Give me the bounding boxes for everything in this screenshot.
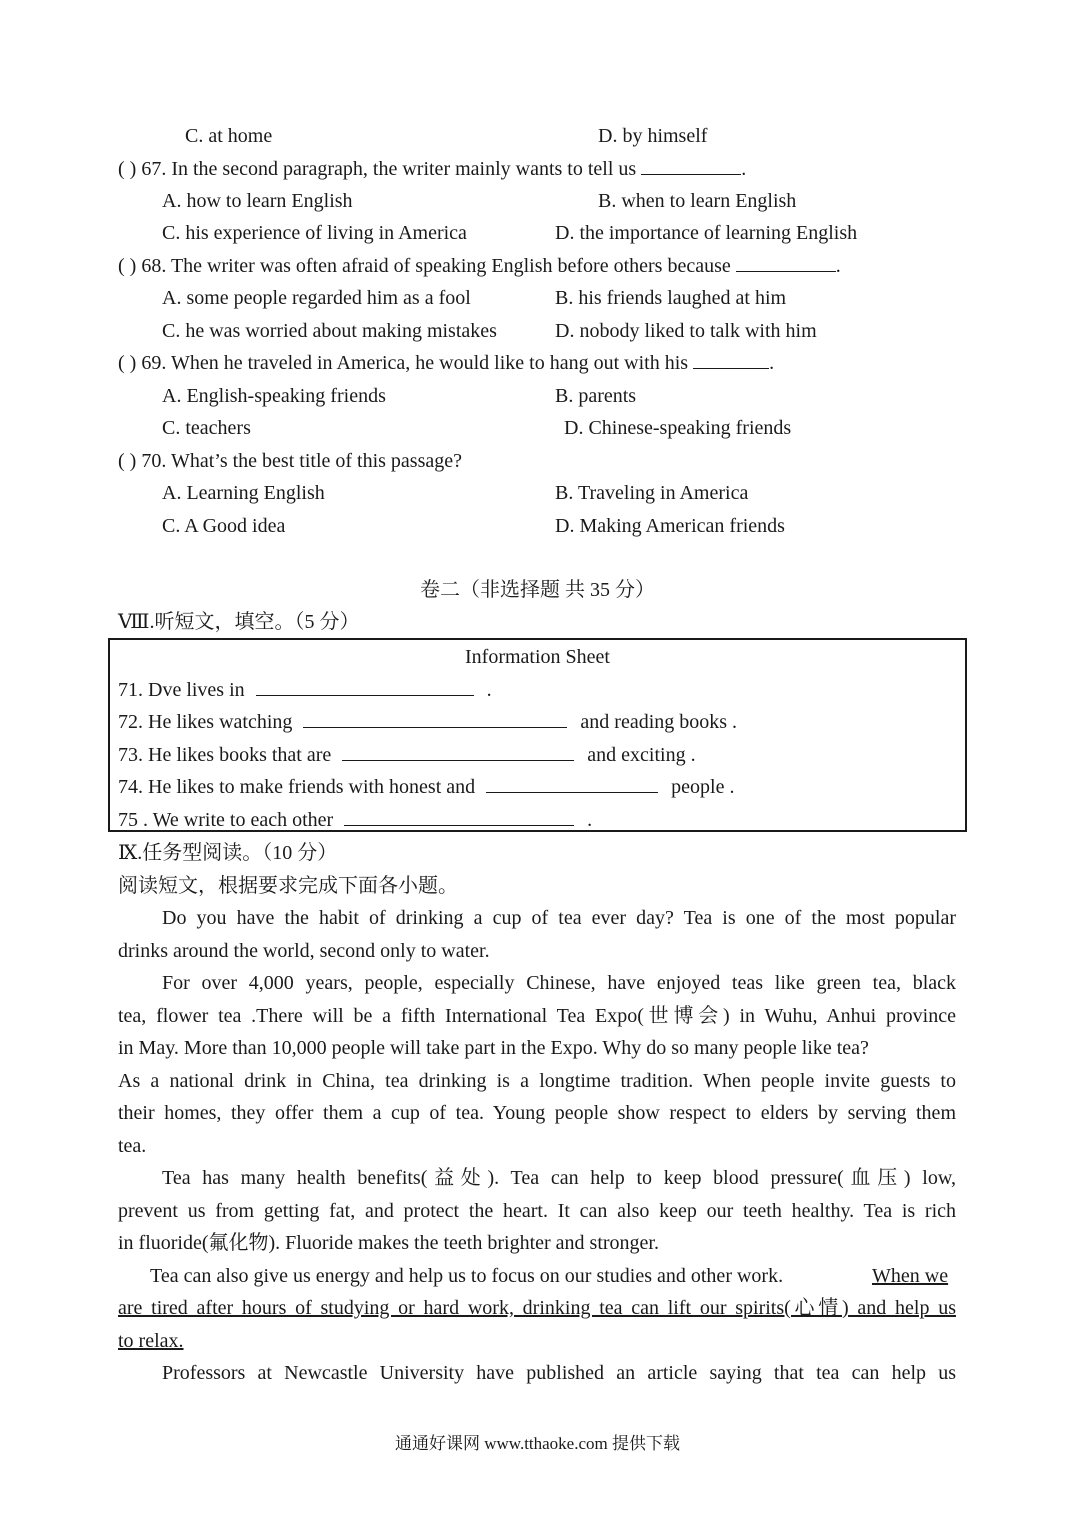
question-69-option-b: B. parents <box>555 385 637 407</box>
fill-blank-71[interactable] <box>256 677 474 696</box>
passage-p4-underlined-line2: are tired after hours of studying or hard work, drinking tea can lift our spirits(心情) and help us <box>118 1297 956 1319</box>
passage-p4-underlined-line3: to relax. <box>118 1330 184 1352</box>
passage-p2-line5: their homes, they offer them a cup of tea. Young people show respect to elders by serving them <box>118 1102 956 1124</box>
section-9-instruction: 阅读短文，根据要求完成下面各小题。 <box>118 875 458 897</box>
passage-p3-line1: Tea has many health benefits(益处). Tea can help to keep blood pressure(血压) low, <box>162 1167 956 1189</box>
question-text: 67. In the second paragraph, the writer mainly wants to tell us <box>141 158 637 180</box>
fill-blank-74[interactable] <box>486 774 658 793</box>
question-67-option-c: C. his experience of living in America <box>162 222 467 244</box>
question-69-option-c: C. teachers <box>162 417 251 439</box>
answer-blank[interactable] <box>736 253 836 272</box>
fill-blank-72[interactable] <box>303 709 567 728</box>
question-69-option-d: D. Chinese-speaking friends <box>564 417 792 439</box>
passage-p2-line4: As a national drink in China, tea drinking is a longtime tradition. When people invite guests to <box>118 1070 956 1092</box>
section-8-heading: Ⅷ.听短文，填空。（5 分） <box>118 611 360 633</box>
question-68-option-c: C. he was worried about making mistakes <box>162 320 497 342</box>
fill-item-75: 75 . We write to each other . <box>118 809 593 831</box>
question-67-option-d: D. the importance of learning English <box>555 222 858 244</box>
answer-paren: ( ) <box>118 158 137 180</box>
passage-p2-line3: in May. More than 10,000 people will take part in the Expo. Why do so many people like tea? <box>118 1037 869 1059</box>
answer-blank[interactable] <box>641 156 741 175</box>
question-70-option-a: A. Learning English <box>162 482 325 504</box>
passage-p3-line3: in fluoride(氟化物). Fluoride makes the teeth brighter and stronger. <box>118 1232 659 1254</box>
question-70-option-b: B. Traveling in America <box>555 482 749 504</box>
passage-p2-line6: tea. <box>118 1135 147 1157</box>
question-70-option-c: C. A Good idea <box>162 515 286 537</box>
page-footer: 通通好课网 www.tthaoke.com 提供下载 <box>394 1434 681 1453</box>
question-text: 68. The writer was often afraid of speaking English before others because <box>141 255 731 277</box>
section-9-heading: Ⅸ.任务型阅读。（10 分） <box>118 842 338 864</box>
passage-p1-line2: drinks around the world, second only to water. <box>118 940 490 962</box>
fill-item-73: 73. He likes books that are and exciting . <box>118 744 696 766</box>
question-67-option-b: B. when to learn English <box>598 190 797 212</box>
question-text: 69. When he traveled in America, he would like to hang out with his <box>141 352 689 374</box>
question-67-option-a: A. how to learn English <box>162 190 353 212</box>
answer-paren: ( ) <box>118 450 137 472</box>
q66-option-d: D. by himself <box>598 125 708 147</box>
fill-item-74: 74. He likes to make friends with honest and people . <box>118 776 735 798</box>
information-sheet-title: Information Sheet <box>465 646 610 668</box>
passage-p4-line1-plain: Tea can also give us energy and help us to focus on our studies and other work. <box>150 1265 784 1287</box>
question-67-stem: ( ) 67. In the second paragraph, the writer mainly wants to tell us . <box>118 158 747 180</box>
question-69-option-a: A. English-speaking friends <box>162 385 386 407</box>
passage-p2-line2: tea, flower tea .There will be a fifth International Tea Expo(世博会) in Wuhu, Anhui province <box>118 1005 956 1027</box>
answer-paren: ( ) <box>118 352 137 374</box>
answer-blank[interactable] <box>693 350 769 369</box>
question-68-option-d: D. nobody liked to talk with him <box>555 320 817 342</box>
question-text: 70. What’s the best title of this passage? <box>141 450 463 472</box>
fill-blank-73[interactable] <box>342 742 574 761</box>
part2-title: 卷二（非选择题 共 35 分） <box>420 579 655 601</box>
passage-p5-line1: Professors at Newcastle University have published an article saying that tea can help us <box>162 1362 956 1384</box>
question-69-stem: ( ) 69. When he traveled in America, he would like to hang out with his . <box>118 352 775 374</box>
fill-item-71: 71. Dve lives in . <box>118 679 492 701</box>
question-68-stem: ( ) 68. The writer was often afraid of speaking English before others because . <box>118 255 841 277</box>
answer-paren: ( ) <box>118 255 137 277</box>
passage-p4-underlined-start: When we <box>872 1265 949 1287</box>
q66-option-c: C. at home <box>185 125 273 147</box>
fill-item-72: 72. He likes watching and reading books . <box>118 711 738 733</box>
question-70-stem <box>118 448 462 474</box>
question-68-option-b: B. his friends laughed at him <box>555 287 787 309</box>
question-70-option-d: D. Making American friends <box>555 515 785 537</box>
fill-blank-75[interactable] <box>344 807 574 826</box>
passage-p2-line1: For over 4,000 years, people, especially Chinese, have enjoyed teas like green tea, black <box>162 972 956 994</box>
passage-p3-line2: prevent us from getting fat, and protect the heart. It can also keep our teeth healthy. Tea is rich <box>118 1200 956 1222</box>
passage-p1-line1: Do you have the habit of drinking a cup of tea ever day? Tea is one of the most popular <box>162 907 956 929</box>
question-68-option-a: A. some people regarded him as a fool <box>162 287 471 309</box>
